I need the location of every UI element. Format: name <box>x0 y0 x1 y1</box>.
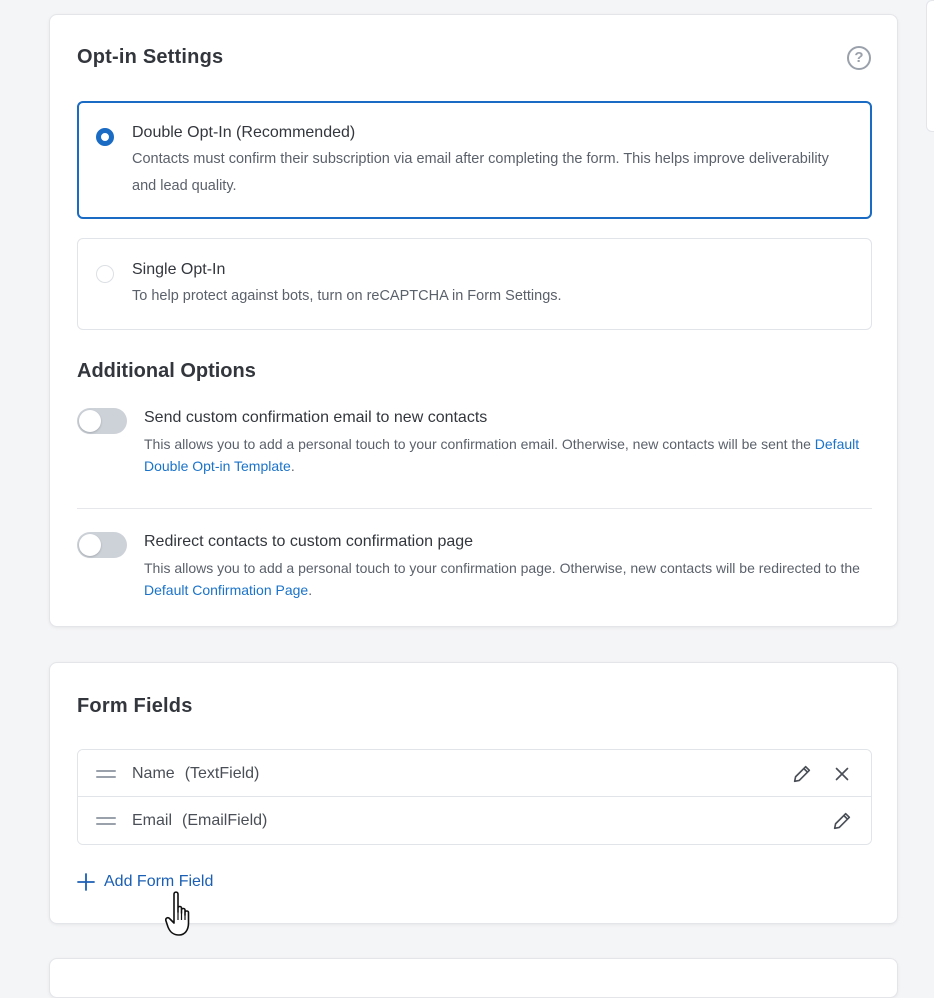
toggle-knob <box>79 410 101 432</box>
field-label <box>132 765 259 783</box>
single-optin-option[interactable] <box>77 238 872 330</box>
drag-handle-icon[interactable] <box>96 817 116 825</box>
double-optin-description: Contacts must confirm their subscription via email after completing the form. This helps improve deliverability and lead quality. <box>132 151 829 194</box>
optin-settings-title: Opt-in Settings <box>77 46 224 68</box>
double-optin-title: Double Opt-In (Recommended) <box>132 124 356 141</box>
form-fields-card <box>49 662 898 924</box>
field-type-text: (TextField) <box>184 765 260 782</box>
field-name-text: Email <box>132 812 173 829</box>
redirect-page-toggle-description <box>144 557 879 601</box>
double-optin-option[interactable] <box>77 101 872 219</box>
drag-handle-icon[interactable] <box>96 770 116 778</box>
single-optin-radio[interactable] <box>96 265 114 283</box>
plus-icon <box>77 873 95 891</box>
add-form-field-button[interactable] <box>77 873 213 891</box>
single-optin-description: To help protect against bots, turn on reCAPTCHA in Form Settings. <box>132 288 562 304</box>
custom-email-toggle[interactable] <box>77 408 127 434</box>
form-field-row-name[interactable] <box>78 750 871 797</box>
redirect-page-toggle-title: Redirect contacts to custom confirmation page <box>144 533 474 550</box>
pencil-icon[interactable] <box>791 763 813 785</box>
hand-cursor-icon <box>165 890 199 940</box>
default-double-optin-template-link[interactable]: Default Double Opt-in Template <box>144 436 860 474</box>
form-fields-title: Form Fields <box>77 695 193 717</box>
pencil-icon[interactable] <box>831 810 853 832</box>
question-circle-icon[interactable]: ? <box>847 46 871 70</box>
double-optin-radio[interactable] <box>96 128 114 146</box>
desc-period: . <box>290 458 295 474</box>
default-confirmation-page-link[interactable]: Default Confirmation Page <box>144 582 309 598</box>
desc-period: . <box>308 582 313 598</box>
toggle-knob <box>79 534 101 556</box>
form-field-row-email[interactable] <box>78 797 871 844</box>
field-label <box>132 812 267 830</box>
form-fields-list <box>77 749 872 845</box>
single-optin-title: Single Opt-In <box>132 261 226 278</box>
close-icon[interactable] <box>831 763 853 785</box>
redirect-page-desc-text: This allows you to add a personal touch to your confirmation page. Otherwise, new contacts will be redirected to the <box>144 560 860 576</box>
optin-settings-card <box>49 14 898 627</box>
custom-email-desc-text: This allows you to add a personal touch to your confirmation email. Otherwise, new contacts will be sent the <box>144 436 815 452</box>
additional-options-title: Additional Options <box>77 360 256 382</box>
add-form-field-label: Add Form Field <box>104 873 214 890</box>
field-type-text: (EmailField) <box>182 812 268 829</box>
adjacent-panel-edge <box>926 0 934 132</box>
next-card-edge <box>49 958 898 998</box>
field-name-text: Name <box>132 765 175 782</box>
options-divider <box>77 508 872 509</box>
custom-email-toggle-title: Send custom confirmation email to new contacts <box>144 409 488 426</box>
custom-email-toggle-description <box>144 433 879 477</box>
redirect-page-toggle[interactable] <box>77 532 127 558</box>
